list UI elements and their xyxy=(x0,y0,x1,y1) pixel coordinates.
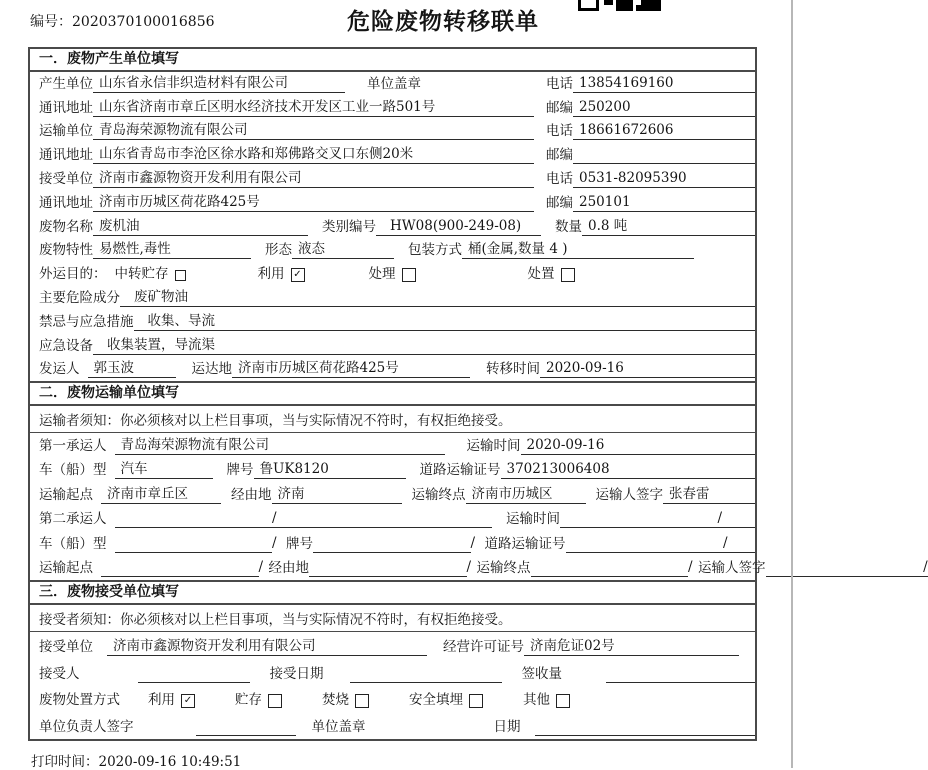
field-label: 运输终点 xyxy=(476,560,531,577)
row-vehicle-1 xyxy=(30,458,755,483)
field-label: 邮编 xyxy=(546,147,573,164)
waste-quantity-value: 0.8 吨 xyxy=(582,218,755,236)
row-transfer-purpose xyxy=(30,262,755,286)
first-carrier-value: 青岛海荣源物流有限公司 xyxy=(115,437,445,455)
checkbox-store xyxy=(268,694,282,708)
field-label: 通讯地址 xyxy=(39,99,93,116)
row-taboo-measures xyxy=(30,310,755,334)
field-label: 经由地 xyxy=(268,560,310,577)
receiver-unit-value: 济南市鑫源物资开发利用有限公司 xyxy=(93,170,534,188)
field-label: 废物特性 xyxy=(39,242,93,259)
row-transport-address xyxy=(30,143,755,167)
route-start-value: 济南市章丘区 xyxy=(101,486,221,504)
row-vehicle-2 xyxy=(30,531,755,556)
field-label: 产生单位 xyxy=(39,75,93,92)
route-via-value: 济南 xyxy=(272,486,402,504)
row-second-carrier xyxy=(30,507,755,532)
field-label: 废物处置方式 xyxy=(39,692,120,709)
section-1-header: 一．废物产生单位填写 xyxy=(30,49,755,72)
field-label: 发运人 xyxy=(39,361,80,378)
field-label: 牌号 xyxy=(226,462,254,479)
transport-phone-value: 18661672606 xyxy=(573,122,755,140)
hazard-component-value: 废矿物油 xyxy=(120,289,755,307)
page-title: 危险废物转移联单 xyxy=(347,8,539,35)
transport-zip-value xyxy=(573,147,755,164)
field-label: 主要危险成分 xyxy=(39,289,120,306)
row-disposal-method xyxy=(30,686,755,713)
unit-seal-label: 单位盖章 xyxy=(311,718,366,735)
serial-label: 编号： xyxy=(30,14,72,30)
transport-time-value: 2020-09-16 xyxy=(521,437,756,455)
receiver-zip-value: 250101 xyxy=(573,194,755,212)
field-label: 邮编 xyxy=(546,194,573,211)
checkbox-utilize-2: ✓ xyxy=(181,694,195,708)
checkbox-landfill xyxy=(469,694,483,708)
carrier-signature-value: 张春雷 xyxy=(663,486,755,504)
field-label: 第二承运人 xyxy=(39,511,107,528)
field-label: 电话 xyxy=(546,123,573,140)
field-label: 接受日期 xyxy=(269,665,324,682)
option-label: 处置 xyxy=(527,266,555,283)
transfer-time-value: 2020-09-16 xyxy=(540,360,755,378)
checkbox-incinerate xyxy=(355,694,369,708)
field-label: 通讯地址 xyxy=(39,194,93,211)
row-producer-address xyxy=(30,96,755,120)
qr-code-icon xyxy=(578,0,662,11)
row-responsible-signature xyxy=(30,712,755,739)
signed-quantity-value xyxy=(606,666,755,683)
row-waste-traits xyxy=(30,239,755,263)
field-label: 运输起点 xyxy=(39,486,93,503)
option-label: 焚烧 xyxy=(322,692,349,709)
field-label: 外运目的： xyxy=(39,266,107,283)
route-via-2-value: / xyxy=(309,559,467,577)
carrier-signature-2-value: / xyxy=(766,559,928,577)
print-time-line xyxy=(31,750,241,770)
row-first-carrier xyxy=(30,433,755,458)
field-label: 运输人签字 xyxy=(698,560,766,577)
option-label: 贮存 xyxy=(235,692,262,709)
section-2-header: 二．废物运输单位填写 xyxy=(30,381,755,406)
option-label: 处理 xyxy=(368,266,396,283)
accept-date-value xyxy=(350,666,502,683)
serial-number: 2020370100016856 xyxy=(72,14,215,30)
checkbox-transfer-storage xyxy=(175,270,186,281)
second-carrier-value: / xyxy=(115,510,493,528)
road-license-value: 370213006408 xyxy=(501,461,756,479)
waste-code-value: HW08(900-249-08) xyxy=(376,218,541,236)
checkbox-treat xyxy=(402,268,416,282)
row-producer-unit xyxy=(30,72,755,96)
route-end-2-value: / xyxy=(531,559,689,577)
field-label: 接受单位 xyxy=(39,170,93,187)
field-label: 牌号 xyxy=(286,535,314,552)
field-label: 通讯地址 xyxy=(39,147,93,164)
transport-time-2-value: / xyxy=(560,510,755,528)
waste-form-value: 液态 xyxy=(292,241,394,259)
field-label: 形态 xyxy=(265,242,292,259)
field-label: 日期 xyxy=(493,718,521,735)
vehicle-type-value: 汽车 xyxy=(115,461,213,479)
accept-unit-value: 济南市鑫源物资开发利用有限公司 xyxy=(107,638,427,656)
row-receiver-address xyxy=(30,191,755,215)
field-label: 应急设备 xyxy=(39,337,93,354)
emergency-equipment-value: 收集装置，导流渠 xyxy=(93,337,755,355)
field-label: 运输单位 xyxy=(39,123,93,140)
receiver-notice: 接受者须知：你必须核对以上栏目事项，当与实际情况不符时，有权拒绝接受。 xyxy=(30,605,755,632)
row-accept-person xyxy=(30,659,755,686)
receiver-address-value: 济南市历城区荷花路425号 xyxy=(93,194,534,212)
producer-phone-value: 13854169160 xyxy=(573,75,755,93)
field-label: 第一承运人 xyxy=(39,437,107,454)
row-accept-unit xyxy=(30,632,755,659)
accept-person-value xyxy=(138,666,250,683)
route-end-value: 济南市历城区 xyxy=(466,486,586,504)
receiver-phone-value: 0531-82095390 xyxy=(573,170,755,188)
page-edge-line xyxy=(791,0,793,768)
field-label: 经营许可证号 xyxy=(443,638,524,655)
transport-unit-value: 青岛海荣源物流有限公司 xyxy=(93,122,534,140)
destination-value: 济南市历城区荷花路425号 xyxy=(232,360,470,378)
field-label: 运输时间 xyxy=(506,511,560,528)
field-label: 运输人签字 xyxy=(595,486,663,503)
field-label: 车（船）型 xyxy=(39,462,107,479)
field-label: 禁忌与应急措施 xyxy=(39,313,134,330)
field-label: 运达地 xyxy=(191,361,232,378)
transport-address-value: 山东省青岛市李沧区徐水路和郑佛路交叉口东侧20米 xyxy=(93,146,534,164)
producer-unit-value: 山东省永信非织造材料有限公司 xyxy=(93,75,345,93)
field-label: 废物名称 xyxy=(39,218,93,235)
waste-packing-value: 桶(金属,数量 4 ) xyxy=(462,241,694,259)
field-label: 接受人 xyxy=(39,665,80,682)
field-label: 类别编号 xyxy=(322,218,376,235)
field-label: 道路运输证号 xyxy=(484,535,566,552)
print-time-label: 打印时间： xyxy=(31,754,99,770)
route-start-2-value: / xyxy=(101,559,259,577)
field-label: 签收量 xyxy=(521,665,562,682)
field-label: 单位负责人签字 xyxy=(39,718,134,735)
unit-seal-label: 单位盖章 xyxy=(367,75,421,92)
taboo-measures-value: 收集、导流 xyxy=(134,313,756,331)
plate-number-2-value: / xyxy=(313,535,471,553)
producer-address-value: 山东省济南市章丘区明水经济技术开发区工业一路501号 xyxy=(93,99,534,117)
producer-zip-value: 250200 xyxy=(573,99,755,117)
print-time: 2020-09-16 10:49:51 xyxy=(98,754,242,770)
field-label: 运输起点 xyxy=(39,560,93,577)
field-label: 包装方式 xyxy=(408,242,462,259)
vehicle-type-2-value: / xyxy=(115,535,273,553)
row-hazard-component xyxy=(30,286,755,310)
row-waste-name xyxy=(30,215,755,239)
row-route-2 xyxy=(30,556,928,581)
checkbox-utilize: ✓ xyxy=(291,268,305,282)
section-3-header: 三．废物接受单位填写 xyxy=(30,580,755,605)
field-label: 转移时间 xyxy=(486,361,540,378)
dispatcher-value: 郭玉波 xyxy=(88,360,176,378)
waste-traits-value: 易燃性,毒性 xyxy=(93,241,251,259)
option-label: 利用 xyxy=(257,266,285,283)
responsible-signature-value xyxy=(196,719,296,736)
option-label: 利用 xyxy=(148,692,175,709)
waste-name-value: 废机油 xyxy=(93,218,308,236)
row-route-1 xyxy=(30,482,755,507)
permit-number-value: 济南危证02号 xyxy=(524,638,739,656)
row-receiver-unit xyxy=(30,167,755,191)
field-label: 电话 xyxy=(546,170,573,187)
option-label: 其他 xyxy=(523,692,550,709)
field-label: 运输终点 xyxy=(411,486,466,503)
row-emergency-equipment xyxy=(30,334,755,358)
transporter-notice: 运输者须知：你必须核对以上栏目事项，当与实际情况不符时，有权拒绝接受。 xyxy=(30,406,755,433)
field-label: 经由地 xyxy=(231,486,272,503)
field-label: 邮编 xyxy=(546,99,573,116)
road-license-2-value: / xyxy=(566,535,755,553)
field-label: 接受单位 xyxy=(39,638,93,655)
checkbox-other xyxy=(556,694,570,708)
field-label: 电话 xyxy=(546,75,573,92)
field-label: 数量 xyxy=(555,218,582,235)
plate-number-value: 鲁UK8120 xyxy=(254,461,406,479)
manifest-form-table xyxy=(28,47,928,741)
row-dispatcher xyxy=(30,358,755,382)
field-label: 道路运输证号 xyxy=(419,462,501,479)
checkbox-dispose xyxy=(561,268,575,282)
field-label: 车（船）型 xyxy=(39,535,107,552)
sign-date-value xyxy=(535,719,756,736)
row-transport-unit xyxy=(30,120,755,144)
field-label: 运输时间 xyxy=(466,437,521,454)
option-label: 中转贮存 xyxy=(114,266,169,283)
option-label: 安全填埋 xyxy=(409,692,463,709)
